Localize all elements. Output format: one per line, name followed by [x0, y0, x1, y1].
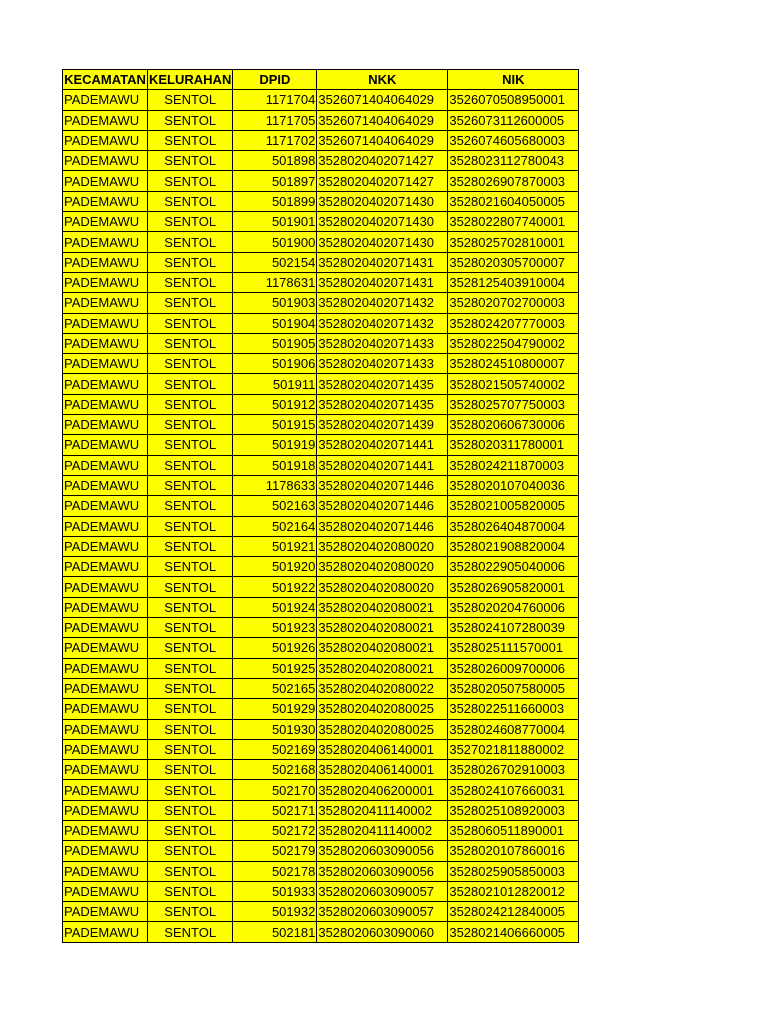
cell-kecamatan[interactable]: PADEMAWU — [63, 354, 148, 374]
cell-kelurahan[interactable]: SENTOL — [148, 151, 233, 171]
cell-kecamatan[interactable]: PADEMAWU — [63, 536, 148, 556]
cell-kelurahan[interactable]: SENTOL — [148, 394, 233, 414]
cell-nik[interactable]: 3528020107860016 — [448, 841, 579, 861]
cell-dpid[interactable]: 501921 — [233, 536, 317, 556]
cell-nkk[interactable]: 3528020402071430 — [317, 191, 448, 211]
cell-nkk[interactable]: 3528020402071433 — [317, 354, 448, 374]
cell-nkk[interactable]: 3528020402071435 — [317, 374, 448, 394]
cell-kelurahan[interactable]: SENTOL — [148, 475, 233, 495]
cell-nik[interactable]: 3528025707750003 — [448, 394, 579, 414]
table-row — [63, 435, 579, 455]
cell-dpid[interactable]: 501923 — [233, 618, 317, 638]
cell-kecamatan[interactable]: PADEMAWU — [63, 800, 148, 820]
cell-kecamatan[interactable]: PADEMAWU — [63, 232, 148, 252]
cell-nik[interactable]: 3528020507580005 — [448, 678, 579, 698]
table-row — [63, 760, 579, 780]
cell-nik[interactable]: 3528021908820004 — [448, 536, 579, 556]
cell-kelurahan[interactable]: SENTOL — [148, 618, 233, 638]
cell-kecamatan[interactable]: PADEMAWU — [63, 841, 148, 861]
cell-kelurahan[interactable]: SENTOL — [148, 739, 233, 759]
cell-nik[interactable]: 3528021604050005 — [448, 191, 579, 211]
table-row — [63, 374, 579, 394]
cell-nik[interactable]: 3527021811880002 — [448, 739, 579, 759]
table-row — [63, 455, 579, 475]
cell-dpid[interactable]: 502163 — [233, 496, 317, 516]
cell-kecamatan[interactable]: PADEMAWU — [63, 272, 148, 292]
table-row — [63, 577, 579, 597]
cell-dpid[interactable]: 501915 — [233, 415, 317, 435]
cell-nik[interactable]: 3528025702810001 — [448, 232, 579, 252]
cell-nkk[interactable]: 3528020402071431 — [317, 252, 448, 272]
cell-kelurahan[interactable]: SENTOL — [148, 110, 233, 130]
cell-nik[interactable]: 3528024107660031 — [448, 780, 579, 800]
table-row — [63, 516, 579, 536]
cell-dpid[interactable]: 502181 — [233, 922, 317, 942]
cell-kelurahan[interactable]: SENTOL — [148, 516, 233, 536]
header-nik[interactable]: NIK — [448, 70, 579, 90]
cell-nik[interactable]: 3528024608770004 — [448, 719, 579, 739]
table-row — [63, 496, 579, 516]
table-row — [63, 881, 579, 901]
cell-kelurahan[interactable]: SENTOL — [148, 557, 233, 577]
table-row — [63, 820, 579, 840]
spreadsheet-table — [62, 69, 579, 943]
cell-nik[interactable]: 3528060511890001 — [448, 820, 579, 840]
cell-kecamatan[interactable]: PADEMAWU — [63, 475, 148, 495]
table-row — [63, 658, 579, 678]
cell-nik[interactable]: 3526070508950001 — [448, 90, 579, 110]
table-row — [63, 272, 579, 292]
cell-kelurahan[interactable]: SENTOL — [148, 536, 233, 556]
cell-nkk[interactable]: 3528020603090057 — [317, 902, 448, 922]
cell-dpid[interactable]: 501903 — [233, 293, 317, 313]
cell-nkk[interactable]: 3528020603090060 — [317, 922, 448, 942]
header-dpid[interactable]: DPID — [233, 70, 317, 90]
cell-kelurahan[interactable]: SENTOL — [148, 881, 233, 901]
table-row — [63, 780, 579, 800]
cell-kelurahan[interactable]: SENTOL — [148, 841, 233, 861]
cell-nkk[interactable]: 3528020402080021 — [317, 618, 448, 638]
cell-dpid[interactable]: 501897 — [233, 171, 317, 191]
cell-nik[interactable]: 3528026404870004 — [448, 516, 579, 536]
cell-nkk[interactable]: 3528020411140002 — [317, 800, 448, 820]
cell-kelurahan[interactable]: SENTOL — [148, 760, 233, 780]
table-row — [63, 739, 579, 759]
cell-nik[interactable]: 3528022511660003 — [448, 699, 579, 719]
cell-kecamatan[interactable]: PADEMAWU — [63, 293, 148, 313]
cell-nik[interactable]: 3528024107280039 — [448, 618, 579, 638]
cell-kecamatan[interactable]: PADEMAWU — [63, 110, 148, 130]
table-row — [63, 252, 579, 272]
cell-dpid[interactable]: 501900 — [233, 232, 317, 252]
cell-nkk[interactable]: 3528020406140001 — [317, 760, 448, 780]
cell-nkk[interactable]: 3528020402071431 — [317, 272, 448, 292]
cell-kelurahan[interactable]: SENTOL — [148, 902, 233, 922]
table-row — [63, 536, 579, 556]
cell-dpid[interactable]: 502178 — [233, 861, 317, 881]
cell-kecamatan[interactable]: PADEMAWU — [63, 496, 148, 516]
table-row — [63, 415, 579, 435]
cell-kelurahan[interactable]: SENTOL — [148, 232, 233, 252]
cell-nkk[interactable]: 3528020406140001 — [317, 739, 448, 759]
cell-kecamatan[interactable]: PADEMAWU — [63, 739, 148, 759]
cell-kecamatan[interactable]: PADEMAWU — [63, 333, 148, 353]
cell-kelurahan[interactable]: SENTOL — [148, 455, 233, 475]
cell-kecamatan[interactable]: PADEMAWU — [63, 191, 148, 211]
cell-dpid[interactable]: 502164 — [233, 516, 317, 536]
cell-kecamatan[interactable]: PADEMAWU — [63, 130, 148, 150]
cell-nkk[interactable]: 3528020402071441 — [317, 455, 448, 475]
cell-nik[interactable]: 3526073112600005 — [448, 110, 579, 130]
cell-nkk[interactable]: 3528020603090056 — [317, 861, 448, 881]
cell-kelurahan[interactable]: SENTOL — [148, 820, 233, 840]
cell-kecamatan[interactable]: PADEMAWU — [63, 516, 148, 536]
cell-kecamatan[interactable]: PADEMAWU — [63, 455, 148, 475]
cell-kecamatan[interactable]: PADEMAWU — [63, 881, 148, 901]
table-row — [63, 394, 579, 414]
cell-dpid[interactable]: 501905 — [233, 333, 317, 353]
cell-dpid[interactable]: 501906 — [233, 354, 317, 374]
cell-dpid[interactable]: 1178633 — [233, 475, 317, 495]
cell-dpid[interactable]: 502172 — [233, 820, 317, 840]
table-row — [63, 212, 579, 232]
cell-kecamatan[interactable]: PADEMAWU — [63, 658, 148, 678]
table-row — [63, 354, 579, 374]
cell-kecamatan[interactable]: PADEMAWU — [63, 780, 148, 800]
cell-nkk[interactable]: 3528020402071432 — [317, 293, 448, 313]
cell-nik[interactable]: 3528020204760006 — [448, 597, 579, 617]
cell-nkk[interactable]: 3528020402071446 — [317, 496, 448, 516]
cell-nkk[interactable]: 3526071404064029 — [317, 90, 448, 110]
header-kecamatan[interactable]: KECAMATAN — [63, 70, 148, 90]
cell-nkk[interactable]: 3528020402071430 — [317, 212, 448, 232]
cell-kelurahan[interactable]: SENTOL — [148, 293, 233, 313]
cell-nik[interactable]: 3528022905040006 — [448, 557, 579, 577]
table-row — [63, 90, 579, 110]
header-nkk[interactable]: NKK — [317, 70, 448, 90]
table-row — [63, 171, 579, 191]
cell-dpid[interactable]: 501920 — [233, 557, 317, 577]
cell-nik[interactable]: 3528021505740002 — [448, 374, 579, 394]
cell-nkk[interactable]: 3528020402080022 — [317, 678, 448, 698]
table-row — [63, 800, 579, 820]
cell-kecamatan[interactable]: PADEMAWU — [63, 374, 148, 394]
cell-kecamatan[interactable]: PADEMAWU — [63, 719, 148, 739]
cell-kecamatan[interactable]: PADEMAWU — [63, 902, 148, 922]
table-row — [63, 333, 579, 353]
cell-nkk[interactable]: 3528020402080025 — [317, 699, 448, 719]
cell-nkk[interactable]: 3528020402071432 — [317, 313, 448, 333]
cell-dpid[interactable]: 501912 — [233, 394, 317, 414]
cell-dpid[interactable]: 502179 — [233, 841, 317, 861]
table-row — [63, 699, 579, 719]
cell-nkk[interactable]: 3528020402071441 — [317, 435, 448, 455]
table-row — [63, 130, 579, 150]
cell-dpid[interactable]: 501922 — [233, 577, 317, 597]
table-row — [63, 678, 579, 698]
table-row — [63, 557, 579, 577]
cell-kelurahan[interactable]: SENTOL — [148, 780, 233, 800]
cell-dpid[interactable]: 502171 — [233, 800, 317, 820]
cell-nik[interactable]: 3528125403910004 — [448, 272, 579, 292]
cell-nik[interactable]: 3528026905820001 — [448, 577, 579, 597]
cell-kelurahan[interactable]: SENTOL — [148, 354, 233, 374]
cell-nik[interactable]: 3528024212840005 — [448, 902, 579, 922]
cell-dpid[interactable]: 501925 — [233, 658, 317, 678]
cell-dpid[interactable]: 1178631 — [233, 272, 317, 292]
cell-kelurahan[interactable]: SENTOL — [148, 577, 233, 597]
cell-dpid[interactable]: 502168 — [233, 760, 317, 780]
cell-nkk[interactable]: 3528020402071439 — [317, 415, 448, 435]
table-row — [63, 638, 579, 658]
table-row — [63, 861, 579, 881]
cell-kelurahan[interactable]: SENTOL — [148, 922, 233, 942]
cell-nkk[interactable]: 3528020402071435 — [317, 394, 448, 414]
header-row — [63, 70, 579, 90]
cell-kelurahan[interactable]: SENTOL — [148, 191, 233, 211]
cell-kecamatan[interactable]: PADEMAWU — [63, 638, 148, 658]
cell-nik[interactable]: 3528021012820012 — [448, 881, 579, 901]
cell-kelurahan[interactable]: SENTOL — [148, 415, 233, 435]
cell-kecamatan[interactable]: PADEMAWU — [63, 252, 148, 272]
cell-nkk[interactable]: 3526071404064029 — [317, 110, 448, 130]
cell-dpid[interactable]: 501911 — [233, 374, 317, 394]
cell-nik[interactable]: 3528026702910003 — [448, 760, 579, 780]
cell-nik[interactable]: 3528024211870003 — [448, 455, 579, 475]
cell-nkk[interactable]: 3528020402080020 — [317, 536, 448, 556]
cell-nik[interactable]: 3528025108920003 — [448, 800, 579, 820]
table-row — [63, 719, 579, 739]
cell-kecamatan[interactable]: PADEMAWU — [63, 861, 148, 881]
cell-nkk[interactable]: 3528020402080020 — [317, 577, 448, 597]
cell-kelurahan[interactable]: SENTOL — [148, 272, 233, 292]
cell-nik[interactable]: 3528024510800007 — [448, 354, 579, 374]
table-row — [63, 922, 579, 942]
cell-nik[interactable]: 3528023112780043 — [448, 151, 579, 171]
cell-nik[interactable]: 3528021406660005 — [448, 922, 579, 942]
cell-nkk[interactable]: 3528020402071433 — [317, 333, 448, 353]
cell-kelurahan[interactable]: SENTOL — [148, 333, 233, 353]
cell-dpid[interactable]: 502169 — [233, 739, 317, 759]
cell-kecamatan[interactable]: PADEMAWU — [63, 577, 148, 597]
cell-nkk[interactable]: 3528020411140002 — [317, 820, 448, 840]
cell-nik[interactable]: 3528025111570001 — [448, 638, 579, 658]
cell-nkk[interactable]: 3528020402071446 — [317, 516, 448, 536]
cell-kelurahan[interactable]: SENTOL — [148, 597, 233, 617]
cell-nkk[interactable]: 3528020402080020 — [317, 557, 448, 577]
cell-kelurahan[interactable]: SENTOL — [148, 313, 233, 333]
cell-dpid[interactable]: 502154 — [233, 252, 317, 272]
cell-nkk[interactable]: 3528020402080021 — [317, 658, 448, 678]
cell-kelurahan[interactable]: SENTOL — [148, 861, 233, 881]
cell-kecamatan[interactable]: PADEMAWU — [63, 212, 148, 232]
cell-kecamatan[interactable]: PADEMAWU — [63, 922, 148, 942]
cell-kelurahan[interactable]: SENTOL — [148, 252, 233, 272]
cell-kelurahan[interactable]: SENTOL — [148, 374, 233, 394]
cell-nkk[interactable]: 3526071404064029 — [317, 130, 448, 150]
cell-kecamatan[interactable]: PADEMAWU — [63, 557, 148, 577]
table-row — [63, 232, 579, 252]
cell-nik[interactable]: 3528021005820005 — [448, 496, 579, 516]
table-row — [63, 313, 579, 333]
cell-dpid[interactable]: 501899 — [233, 191, 317, 211]
cell-kecamatan[interactable]: PADEMAWU — [63, 678, 148, 698]
table-body — [63, 90, 579, 942]
cell-dpid[interactable]: 1171704 — [233, 90, 317, 110]
cell-kecamatan[interactable]: PADEMAWU — [63, 597, 148, 617]
cell-dpid[interactable]: 501919 — [233, 435, 317, 455]
cell-dpid[interactable]: 501924 — [233, 597, 317, 617]
cell-kecamatan[interactable]: PADEMAWU — [63, 618, 148, 638]
cell-dpid[interactable]: 501932 — [233, 902, 317, 922]
cell-dpid[interactable]: 501918 — [233, 455, 317, 475]
cell-kecamatan[interactable]: PADEMAWU — [63, 699, 148, 719]
cell-nik[interactable]: 3528020305700007 — [448, 252, 579, 272]
cell-nik[interactable]: 3528020702700003 — [448, 293, 579, 313]
cell-kelurahan[interactable]: SENTOL — [148, 171, 233, 191]
cell-nkk[interactable]: 3528020406200001 — [317, 780, 448, 800]
cell-nik[interactable]: 3528024207770003 — [448, 313, 579, 333]
cell-dpid[interactable]: 501904 — [233, 313, 317, 333]
cell-dpid[interactable]: 1171705 — [233, 110, 317, 130]
cell-kelurahan[interactable]: SENTOL — [148, 130, 233, 150]
cell-nik[interactable]: 3528026009700006 — [448, 658, 579, 678]
cell-nik[interactable]: 3528020606730006 — [448, 415, 579, 435]
cell-kecamatan[interactable]: PADEMAWU — [63, 394, 148, 414]
cell-dpid[interactable]: 501930 — [233, 719, 317, 739]
cell-nik[interactable]: 3528022807740001 — [448, 212, 579, 232]
cell-kelurahan[interactable]: SENTOL — [148, 678, 233, 698]
cell-kelurahan[interactable]: SENTOL — [148, 719, 233, 739]
cell-dpid[interactable]: 502165 — [233, 678, 317, 698]
cell-kecamatan[interactable]: PADEMAWU — [63, 90, 148, 110]
cell-kelurahan[interactable]: SENTOL — [148, 800, 233, 820]
cell-dpid[interactable]: 1171702 — [233, 130, 317, 150]
cell-nkk[interactable]: 3528020402071427 — [317, 171, 448, 191]
cell-dpid[interactable]: 501929 — [233, 699, 317, 719]
cell-kecamatan[interactable]: PADEMAWU — [63, 151, 148, 171]
cell-nkk[interactable]: 3528020402080025 — [317, 719, 448, 739]
cell-kelurahan[interactable]: SENTOL — [148, 212, 233, 232]
cell-kelurahan[interactable]: SENTOL — [148, 638, 233, 658]
cell-dpid[interactable]: 501926 — [233, 638, 317, 658]
cell-dpid[interactable]: 501901 — [233, 212, 317, 232]
cell-nik[interactable]: 3528025905850003 — [448, 861, 579, 881]
cell-kecamatan[interactable]: PADEMAWU — [63, 435, 148, 455]
cell-nik[interactable]: 3528020107040036 — [448, 475, 579, 495]
cell-kecamatan[interactable]: PADEMAWU — [63, 760, 148, 780]
cell-dpid[interactable]: 502170 — [233, 780, 317, 800]
cell-kecamatan[interactable]: PADEMAWU — [63, 820, 148, 840]
cell-dpid[interactable]: 501933 — [233, 881, 317, 901]
cell-dpid[interactable]: 501898 — [233, 151, 317, 171]
table-row — [63, 597, 579, 617]
cell-kecamatan[interactable]: PADEMAWU — [63, 313, 148, 333]
cell-kelurahan[interactable]: SENTOL — [148, 658, 233, 678]
cell-kelurahan[interactable]: SENTOL — [148, 496, 233, 516]
table-row — [63, 902, 579, 922]
cell-kecamatan[interactable]: PADEMAWU — [63, 171, 148, 191]
header-kelurahan[interactable]: KELURAHAN — [148, 70, 233, 90]
cell-kelurahan[interactable]: SENTOL — [148, 435, 233, 455]
table-row — [63, 293, 579, 313]
cell-nkk[interactable]: 3528020603090057 — [317, 881, 448, 901]
table-row — [63, 618, 579, 638]
cell-nkk[interactable]: 3528020402080021 — [317, 638, 448, 658]
table-row — [63, 110, 579, 130]
cell-nkk[interactable]: 3528020402071427 — [317, 151, 448, 171]
cell-nkk[interactable]: 3528020402071430 — [317, 232, 448, 252]
cell-kecamatan[interactable]: PADEMAWU — [63, 415, 148, 435]
cell-nik[interactable]: 3528022504790002 — [448, 333, 579, 353]
cell-nkk[interactable]: 3528020603090056 — [317, 841, 448, 861]
cell-nik[interactable]: 3528026907870003 — [448, 171, 579, 191]
table-row — [63, 475, 579, 495]
cell-nik[interactable]: 3528020311780001 — [448, 435, 579, 455]
table-row — [63, 191, 579, 211]
table-row — [63, 841, 579, 861]
cell-nik[interactable]: 3526074605680003 — [448, 130, 579, 150]
cell-nkk[interactable]: 3528020402080021 — [317, 597, 448, 617]
cell-kelurahan[interactable]: SENTOL — [148, 90, 233, 110]
cell-nkk[interactable]: 3528020402071446 — [317, 475, 448, 495]
table-row — [63, 151, 579, 171]
cell-kelurahan[interactable]: SENTOL — [148, 699, 233, 719]
